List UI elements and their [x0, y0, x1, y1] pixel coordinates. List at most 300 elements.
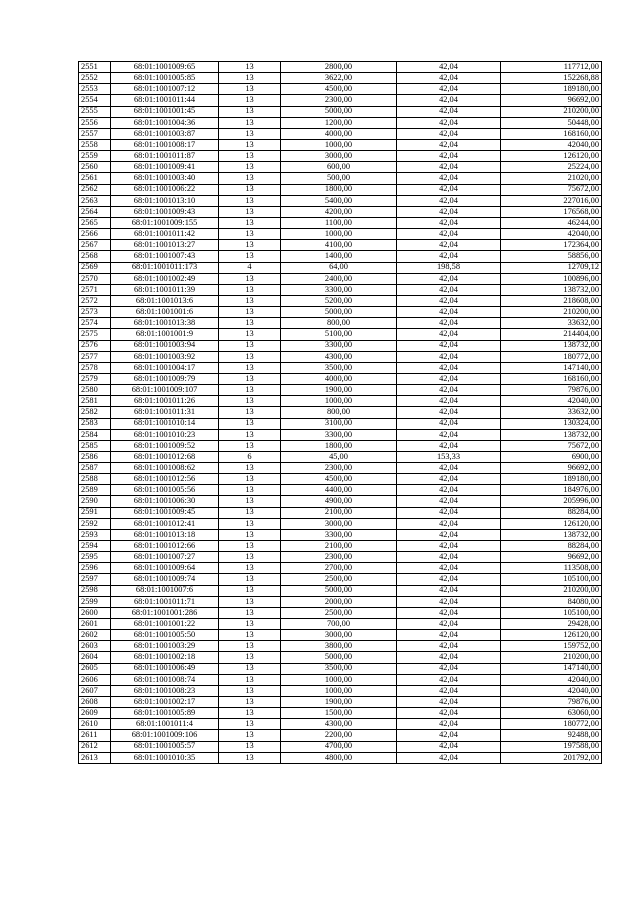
quantity-cell: 1900,00	[281, 385, 397, 396]
table-row	[79, 162, 602, 173]
count-cell: 13	[219, 217, 281, 228]
count-cell: 13	[219, 563, 281, 574]
table-row	[79, 440, 602, 451]
price-cell: 42,04	[397, 630, 501, 641]
price-cell: 42,04	[397, 674, 501, 685]
quantity-cell: 4400,00	[281, 485, 397, 496]
total-cell: 138732,00	[501, 284, 602, 295]
count-cell: 13	[219, 106, 281, 117]
count-cell: 13	[219, 697, 281, 708]
quantity-cell: 1000,00	[281, 685, 397, 696]
cadastral-number: 68:01:1001013:27	[111, 240, 219, 251]
price-cell: 42,04	[397, 596, 501, 607]
quantity-cell: 3300,00	[281, 429, 397, 440]
price-cell: 42,04	[397, 128, 501, 139]
count-cell: 13	[219, 741, 281, 752]
total-cell: 210200,00	[501, 307, 602, 318]
quantity-cell: 3500,00	[281, 362, 397, 373]
row-number: 2562	[79, 184, 111, 195]
quantity-cell: 2000,00	[281, 596, 397, 607]
cadastral-number: 68:01:1001009:106	[111, 730, 219, 741]
count-cell: 13	[219, 674, 281, 685]
count-cell: 13	[219, 529, 281, 540]
count-cell: 13	[219, 641, 281, 652]
total-cell: 88284,00	[501, 507, 602, 518]
row-number: 2563	[79, 195, 111, 206]
count-cell: 13	[219, 541, 281, 552]
row-number: 2573	[79, 307, 111, 318]
total-cell: 126120,00	[501, 630, 602, 641]
row-number: 2581	[79, 396, 111, 407]
quantity-cell: 500,00	[281, 173, 397, 184]
cadastral-number: 68:01:1001009:45	[111, 507, 219, 518]
cadastral-number: 68:01:1001008:74	[111, 674, 219, 685]
count-cell: 13	[219, 95, 281, 106]
quantity-cell: 3000,00	[281, 630, 397, 641]
row-number: 2580	[79, 385, 111, 396]
table-row	[79, 295, 602, 306]
row-number: 2561	[79, 173, 111, 184]
count-cell: 13	[219, 362, 281, 373]
count-cell: 13	[219, 139, 281, 150]
row-number: 2590	[79, 496, 111, 507]
total-cell: 126120,00	[501, 151, 602, 162]
price-cell: 42,04	[397, 229, 501, 240]
total-cell: 152268,88	[501, 73, 602, 84]
cadastral-number: 68:01:1001006:30	[111, 496, 219, 507]
row-number: 2559	[79, 151, 111, 162]
row-number: 2592	[79, 518, 111, 529]
row-number: 2553	[79, 84, 111, 95]
count-cell: 13	[219, 284, 281, 295]
count-cell: 13	[219, 752, 281, 763]
total-cell: 218608,00	[501, 295, 602, 306]
table-row	[79, 518, 602, 529]
table-row	[79, 351, 602, 362]
count-cell: 13	[219, 429, 281, 440]
price-cell: 42,04	[397, 162, 501, 173]
quantity-cell: 4700,00	[281, 741, 397, 752]
quantity-cell: 2500,00	[281, 607, 397, 618]
quantity-cell: 3800,00	[281, 641, 397, 652]
table-row	[79, 451, 602, 462]
quantity-cell: 800,00	[281, 407, 397, 418]
row-number: 2578	[79, 362, 111, 373]
cadastral-number: 68:01:1001005:85	[111, 73, 219, 84]
price-cell: 42,04	[397, 373, 501, 384]
quantity-cell: 4500,00	[281, 84, 397, 95]
table-row	[79, 62, 602, 73]
cadastral-number: 68:01:1001003:40	[111, 173, 219, 184]
table-row	[79, 719, 602, 730]
price-cell: 42,04	[397, 385, 501, 396]
quantity-cell: 45,00	[281, 451, 397, 462]
total-cell: 75672,00	[501, 184, 602, 195]
count-cell: 13	[219, 440, 281, 451]
total-cell: 79876,00	[501, 385, 602, 396]
table-body	[79, 62, 602, 764]
row-number: 2572	[79, 295, 111, 306]
price-cell: 42,04	[397, 518, 501, 529]
table-row	[79, 128, 602, 139]
count-cell: 13	[219, 407, 281, 418]
price-cell: 42,04	[397, 329, 501, 340]
cadastral-number: 68:01:1001012:41	[111, 518, 219, 529]
row-number: 2591	[79, 507, 111, 518]
quantity-cell: 1100,00	[281, 217, 397, 228]
row-number: 2602	[79, 630, 111, 641]
quantity-cell: 3300,00	[281, 284, 397, 295]
cadastral-number: 68:01:1001009:155	[111, 217, 219, 228]
row-number: 2584	[79, 429, 111, 440]
price-cell: 42,04	[397, 496, 501, 507]
quantity-cell: 2700,00	[281, 563, 397, 574]
row-number: 2589	[79, 485, 111, 496]
quantity-cell: 700,00	[281, 619, 397, 630]
count-cell: 13	[219, 607, 281, 618]
quantity-cell: 1900,00	[281, 697, 397, 708]
quantity-cell: 64,00	[281, 262, 397, 273]
table-row	[79, 552, 602, 563]
row-number: 2603	[79, 641, 111, 652]
price-cell: 42,04	[397, 396, 501, 407]
quantity-cell: 1800,00	[281, 184, 397, 195]
price-cell: 42,04	[397, 217, 501, 228]
total-cell: 33632,00	[501, 407, 602, 418]
price-cell: 42,04	[397, 273, 501, 284]
total-cell: 205996,00	[501, 496, 602, 507]
cadastral-number: 68:01:1001002:18	[111, 652, 219, 663]
quantity-cell: 5000,00	[281, 307, 397, 318]
total-cell: 50448,00	[501, 117, 602, 128]
count-cell: 13	[219, 485, 281, 496]
cadastral-number: 68:01:1001011:26	[111, 396, 219, 407]
table-row	[79, 507, 602, 518]
table-row	[79, 273, 602, 284]
count-cell: 13	[219, 708, 281, 719]
total-cell: 88284,00	[501, 541, 602, 552]
quantity-cell: 3500,00	[281, 663, 397, 674]
quantity-cell: 2300,00	[281, 463, 397, 474]
total-cell: 105100,00	[501, 574, 602, 585]
price-cell: 42,04	[397, 574, 501, 585]
cadastral-number: 68:01:1001011:31	[111, 407, 219, 418]
table-row	[79, 674, 602, 685]
row-number: 2600	[79, 607, 111, 618]
count-cell: 13	[219, 385, 281, 396]
total-cell: 210200,00	[501, 652, 602, 663]
table-row	[79, 229, 602, 240]
table-row	[79, 563, 602, 574]
table-row	[79, 262, 602, 273]
cadastral-number: 68:01:1001011:71	[111, 596, 219, 607]
price-cell: 42,04	[397, 206, 501, 217]
table-row	[79, 474, 602, 485]
quantity-cell: 3100,00	[281, 418, 397, 429]
price-cell: 42,04	[397, 418, 501, 429]
total-cell: 12709,12	[501, 262, 602, 273]
count-cell: 13	[219, 518, 281, 529]
cadastral-number: 68:01:1001009:41	[111, 162, 219, 173]
quantity-cell: 2300,00	[281, 552, 397, 563]
table-row	[79, 139, 602, 150]
count-cell: 13	[219, 128, 281, 139]
count-cell: 13	[219, 251, 281, 262]
row-number: 2565	[79, 217, 111, 228]
price-cell: 42,04	[397, 607, 501, 618]
quantity-cell: 4200,00	[281, 206, 397, 217]
row-number: 2583	[79, 418, 111, 429]
count-cell: 13	[219, 307, 281, 318]
quantity-cell: 3300,00	[281, 529, 397, 540]
table-row	[79, 117, 602, 128]
table-row	[79, 596, 602, 607]
cadastral-number: 68:01:1001011:87	[111, 151, 219, 162]
cadastral-number: 68:01:1001001:45	[111, 106, 219, 117]
table-row	[79, 173, 602, 184]
table-row	[79, 607, 602, 618]
total-cell: 159752,00	[501, 641, 602, 652]
quantity-cell: 4000,00	[281, 373, 397, 384]
total-cell: 189180,00	[501, 84, 602, 95]
price-cell: 42,04	[397, 641, 501, 652]
cadastral-number: 68:01:1001011:44	[111, 95, 219, 106]
row-number: 2604	[79, 652, 111, 663]
quantity-cell: 4300,00	[281, 351, 397, 362]
total-cell: 197588,00	[501, 741, 602, 752]
price-cell: 42,04	[397, 251, 501, 262]
row-number: 2568	[79, 251, 111, 262]
quantity-cell: 1000,00	[281, 396, 397, 407]
count-cell: 13	[219, 463, 281, 474]
price-cell: 42,04	[397, 429, 501, 440]
quantity-cell: 3300,00	[281, 340, 397, 351]
row-number: 2577	[79, 351, 111, 362]
quantity-cell: 5000,00	[281, 585, 397, 596]
cadastral-number: 68:01:1001012:56	[111, 474, 219, 485]
row-number: 2567	[79, 240, 111, 251]
table-row	[79, 284, 602, 295]
quantity-cell: 1400,00	[281, 251, 397, 262]
row-number: 2594	[79, 541, 111, 552]
quantity-cell: 1000,00	[281, 229, 397, 240]
quantity-cell: 4800,00	[281, 752, 397, 763]
table-row	[79, 95, 602, 106]
table-row	[79, 195, 602, 206]
table-row	[79, 184, 602, 195]
row-number: 2611	[79, 730, 111, 741]
count-cell: 13	[219, 184, 281, 195]
row-number: 2597	[79, 574, 111, 585]
row-number: 2586	[79, 451, 111, 462]
price-cell: 42,04	[397, 730, 501, 741]
row-number: 2595	[79, 552, 111, 563]
total-cell: 96692,00	[501, 463, 602, 474]
count-cell: 13	[219, 496, 281, 507]
count-cell: 13	[219, 229, 281, 240]
cadastral-number: 68:01:1001005:57	[111, 741, 219, 752]
quantity-cell: 5000,00	[281, 106, 397, 117]
price-cell: 42,04	[397, 139, 501, 150]
row-number: 2601	[79, 619, 111, 630]
quantity-cell: 3000,00	[281, 518, 397, 529]
total-cell: 21020,00	[501, 173, 602, 184]
table-row	[79, 217, 602, 228]
count-cell: 13	[219, 574, 281, 585]
row-number: 2587	[79, 463, 111, 474]
cadastral-number: 68:01:1001010:35	[111, 752, 219, 763]
total-cell: 147140,00	[501, 362, 602, 373]
total-cell: 100896,00	[501, 273, 602, 284]
row-number: 2599	[79, 596, 111, 607]
quantity-cell: 1500,00	[281, 708, 397, 719]
table-row	[79, 685, 602, 696]
cadastral-number: 68:01:1001002:17	[111, 697, 219, 708]
cadastral-number: 68:01:1001007:27	[111, 552, 219, 563]
row-number: 2564	[79, 206, 111, 217]
price-cell: 42,04	[397, 84, 501, 95]
price-cell: 42,04	[397, 463, 501, 474]
table-row	[79, 362, 602, 373]
quantity-cell: 1000,00	[281, 674, 397, 685]
price-cell: 42,04	[397, 474, 501, 485]
row-number: 2608	[79, 697, 111, 708]
row-number: 2596	[79, 563, 111, 574]
price-cell: 42,04	[397, 541, 501, 552]
count-cell: 13	[219, 652, 281, 663]
row-number: 2552	[79, 73, 111, 84]
cadastral-number: 68:01:1001008:17	[111, 139, 219, 150]
total-cell: 147140,00	[501, 663, 602, 674]
table-row	[79, 396, 602, 407]
table-row	[79, 708, 602, 719]
cadastral-number: 68:01:1001005:50	[111, 630, 219, 641]
row-number: 2612	[79, 741, 111, 752]
price-cell: 42,04	[397, 351, 501, 362]
price-cell: 42,04	[397, 184, 501, 195]
row-number: 2575	[79, 329, 111, 340]
count-cell: 6	[219, 451, 281, 462]
count-cell: 13	[219, 730, 281, 741]
row-number: 2556	[79, 117, 111, 128]
table-row	[79, 318, 602, 329]
table-row	[79, 84, 602, 95]
row-number: 2576	[79, 340, 111, 351]
total-cell: 58856,00	[501, 251, 602, 262]
table-row	[79, 641, 602, 652]
quantity-cell: 1800,00	[281, 440, 397, 451]
price-cell: 42,04	[397, 563, 501, 574]
total-cell: 180772,00	[501, 351, 602, 362]
quantity-cell: 2100,00	[281, 507, 397, 518]
price-cell: 42,04	[397, 485, 501, 496]
cadastral-number: 68:01:1001008:62	[111, 463, 219, 474]
table-row	[79, 206, 602, 217]
total-cell: 79876,00	[501, 697, 602, 708]
price-cell: 42,04	[397, 507, 501, 518]
row-number: 2609	[79, 708, 111, 719]
table-row	[79, 251, 602, 262]
total-cell: 29428,00	[501, 619, 602, 630]
price-cell: 42,04	[397, 284, 501, 295]
row-number: 2560	[79, 162, 111, 173]
cadastral-number: 68:01:1001005:56	[111, 485, 219, 496]
price-cell: 42,04	[397, 73, 501, 84]
row-number: 2593	[79, 529, 111, 540]
price-cell: 42,04	[397, 663, 501, 674]
row-number: 2551	[79, 62, 111, 73]
row-number: 2569	[79, 262, 111, 273]
count-cell: 13	[219, 151, 281, 162]
cadastral-number: 68:01:1001009:74	[111, 574, 219, 585]
count-cell: 13	[219, 585, 281, 596]
row-number: 2582	[79, 407, 111, 418]
total-cell: 138732,00	[501, 429, 602, 440]
table-row	[79, 496, 602, 507]
table-row	[79, 619, 602, 630]
table-row	[79, 529, 602, 540]
table-row	[79, 663, 602, 674]
total-cell: 227016,00	[501, 195, 602, 206]
quantity-cell: 4900,00	[281, 496, 397, 507]
price-cell: 42,04	[397, 697, 501, 708]
total-cell: 117712,00	[501, 62, 602, 73]
cadastral-number: 68:01:1001006:22	[111, 184, 219, 195]
price-cell: 42,04	[397, 117, 501, 128]
cadastral-number: 68:01:1001009:107	[111, 385, 219, 396]
total-cell: 210200,00	[501, 106, 602, 117]
total-cell: 180772,00	[501, 719, 602, 730]
count-cell: 13	[219, 329, 281, 340]
total-cell: 25224,00	[501, 162, 602, 173]
row-number: 2570	[79, 273, 111, 284]
count-cell: 13	[219, 373, 281, 384]
total-cell: 189180,00	[501, 474, 602, 485]
table-row	[79, 585, 602, 596]
price-cell: 42,04	[397, 685, 501, 696]
total-cell: 96692,00	[501, 95, 602, 106]
price-cell: 42,04	[397, 407, 501, 418]
count-cell: 13	[219, 507, 281, 518]
cadastral-number: 68:01:1001001:286	[111, 607, 219, 618]
cadastral-number: 68:01:1001008:23	[111, 685, 219, 696]
cadastral-number: 68:01:1001011:39	[111, 284, 219, 295]
count-cell: 13	[219, 295, 281, 306]
price-cell: 42,04	[397, 552, 501, 563]
cadastral-number: 68:01:1001003:92	[111, 351, 219, 362]
quantity-cell: 4300,00	[281, 719, 397, 730]
total-cell: 130324,00	[501, 418, 602, 429]
price-cell: 42,04	[397, 240, 501, 251]
total-cell: 46244,00	[501, 217, 602, 228]
quantity-cell: 3622,00	[281, 73, 397, 84]
count-cell: 13	[219, 273, 281, 284]
row-number: 2566	[79, 229, 111, 240]
row-number: 2588	[79, 474, 111, 485]
count-cell: 13	[219, 73, 281, 84]
quantity-cell: 4000,00	[281, 128, 397, 139]
table-row	[79, 429, 602, 440]
price-cell: 42,04	[397, 173, 501, 184]
quantity-cell: 800,00	[281, 318, 397, 329]
cadastral-number: 68:01:1001001:9	[111, 329, 219, 340]
quantity-cell: 2100,00	[281, 541, 397, 552]
price-cell: 42,04	[397, 295, 501, 306]
quantity-cell: 2400,00	[281, 273, 397, 284]
count-cell: 13	[219, 596, 281, 607]
count-cell: 13	[219, 396, 281, 407]
cadastral-number: 68:01:1001013:6	[111, 295, 219, 306]
